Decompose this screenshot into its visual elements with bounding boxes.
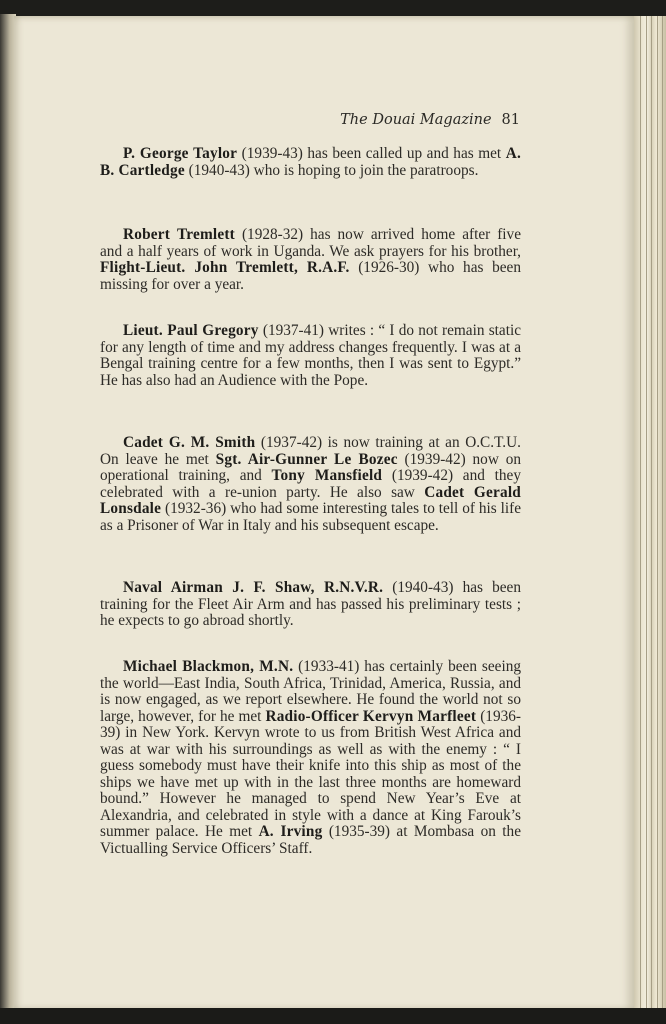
person-name: A. Irving [258,823,323,840]
news-paragraph [100,435,521,534]
page-stack-edge [634,16,666,1010]
person-name: Cadet Gerald Lonsdale [100,483,522,517]
person-name: A. B. Cartledge [100,145,522,179]
person-name: Radio-Officer Kervyn Marfleet [265,707,477,725]
paragraph-text: (1940-43) who is hoping to join the paratroops. [184,161,479,179]
person-name: P. George Taylor [123,145,238,162]
person-name: Robert Tremlett [123,226,235,243]
paragraph-text: (1932-36) who had some interesting tales to tell of his life as a Prisoner of War in Italy and his subsequent escape. [100,500,521,534]
paragraph-text: (1939-43) has been called up and has met [237,145,506,162]
person-name: Sgt. Air-Gunner Le Bozec [215,450,398,468]
person-name: Naval Airman J. F. Shaw, R.N.V.R. [123,579,384,596]
paragraph-text: (1937-42) is now training at an O.C.T.U. On leave he met [100,434,521,468]
person-name: Flight-Lieut. John Tremlett, R.A.F. [100,259,350,276]
page-number: 81 [501,112,520,128]
person-name: Lieut. Paul Gregory [123,322,259,339]
paragraph-text: (1926-30) who has been missing for over a year. [100,259,521,293]
paragraph-text: (1933-41) has certainly been seeing the world—East India, South Africa, Trinidad, America, Russia, and is now engaged, as we report elsewhere. He found the world not so large, however, for he met [100,658,521,725]
paragraph-text: (1939-42) and they celebrated with a re-union party. He also saw [100,467,521,501]
news-paragraph [100,227,521,293]
news-paragraph [100,659,521,857]
scan-top-border [0,0,666,16]
news-paragraph [100,580,521,630]
person-name: Michael Blackmon, M.N. [123,658,294,675]
paragraph-text: (1940-43) has been training for the Fleet Air Arm and has passed his preliminary tests ; he expects to go abroad shortly. [100,579,521,629]
news-paragraph [100,146,521,179]
paragraph-text: (1928-32) has now arrived home after five and a half years of work in Uganda. We ask prayers for his brother, [100,226,521,260]
paragraph-text: (1937-41) writes : “ I do not remain static for any length of time and my address changes frequently. I was at a Bengal training centre for a few months, then I was sent to Egypt.” He has also had an Audience with the Pope. [100,322,521,389]
paragraph-text: (1936-39) in New York. Kervyn wrote to us from British West Africa and was at war with his surroundings as well as with the enemy : “ I guess somebody must have their knife into this ship as most of the ships we have met up with in the last three months are homeward bound.” However he managed to spend New Year’s Eve at Alexandria, and celebrated in style with a dance at King Farouk’s summer palace. He met [100,707,521,840]
paragraph-text: (1939-42) now on operational training, and [100,450,521,484]
magazine-title: The Douai Magazine [340,112,492,128]
paragraph-text: (1935-39) at Mombasa on the Victualling Service Officers’ Staff. [100,823,521,857]
person-name: Tony Mansfield [271,467,383,484]
running-header [0,112,520,128]
scan-bottom-border [0,1008,666,1024]
person-name: Cadet G. M. Smith [123,434,256,451]
news-paragraph [100,323,521,389]
